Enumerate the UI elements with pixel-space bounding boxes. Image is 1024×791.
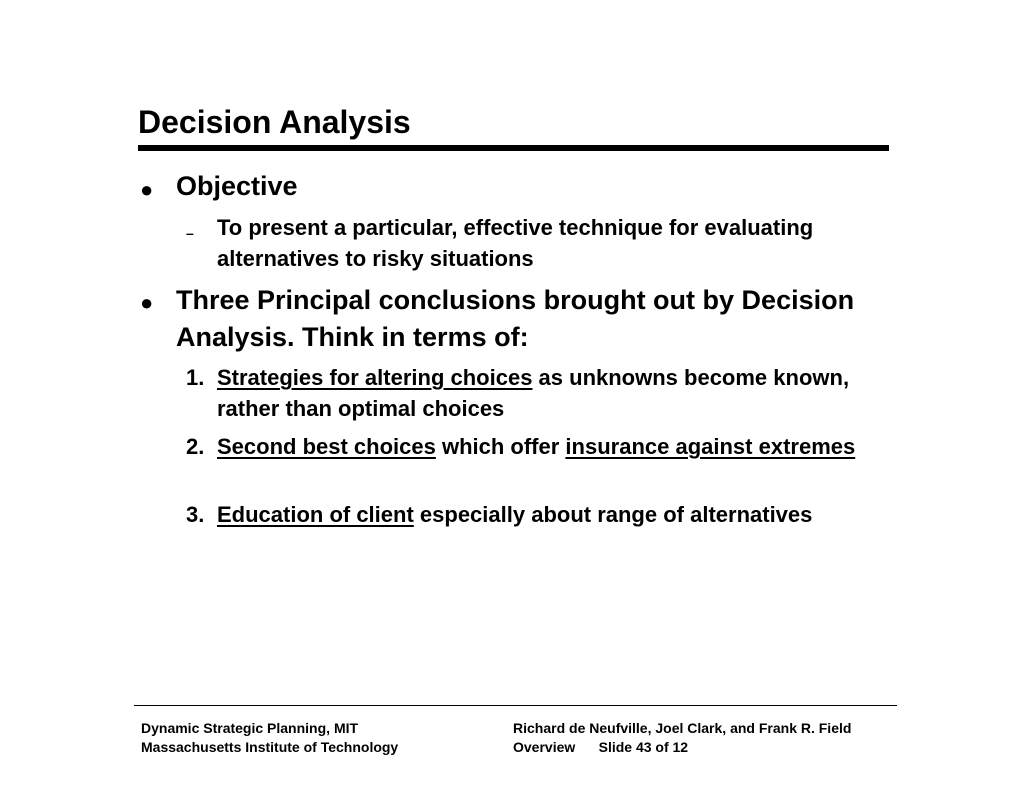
bullet-conclusions-heading: Three Principal conclusions brought out by Decision Analysis. Think in terms of: xyxy=(176,285,855,352)
conclusion-2-underlined-extra: insurance against extremes xyxy=(565,434,856,459)
item-number-2: 2. xyxy=(186,434,205,459)
conclusion-item-1 xyxy=(217,362,877,424)
conclusion-3-text: especially about range of alternatives xyxy=(413,502,813,527)
title-underline-rule xyxy=(138,145,889,151)
conclusion-1-underlined: Strategies for altering choices xyxy=(217,365,533,390)
conclusion-3-underlined: Education of client xyxy=(217,502,414,527)
bullet-objective-heading: Objective xyxy=(176,171,298,201)
bullet-dot-icon: ● xyxy=(140,177,154,202)
conclusion-2-underlined: Second best choices xyxy=(217,434,436,459)
conclusion-2-text: which offer xyxy=(435,434,566,459)
footer-left-line-1: Dynamic Strategic Planning, MIT xyxy=(141,720,359,736)
conclusion-item-2 xyxy=(217,431,877,462)
footer-right-line-2: Overview Slide 43 of 12 xyxy=(513,739,689,755)
conclusion-item-3 xyxy=(217,499,877,530)
footer-left-line-2: Massachusetts Institute of Technology xyxy=(141,739,399,755)
item-number-1: 1. xyxy=(186,365,205,390)
footer-right-line-1: Richard de Neufville, Joel Clark, and Frank R. Field xyxy=(513,720,852,736)
bullet-dot-icon: ● xyxy=(140,290,154,315)
footer-rule xyxy=(134,705,897,706)
objective-description: To present a particular, effective technique for evaluating alternatives to risky situations xyxy=(217,215,814,271)
dash-icon: – xyxy=(186,225,194,241)
conclusion-1-text: as unknowns become known, rather than optimal choices xyxy=(217,365,850,421)
item-number-3: 3. xyxy=(186,502,205,527)
slide-title: Decision Analysis xyxy=(138,104,411,140)
